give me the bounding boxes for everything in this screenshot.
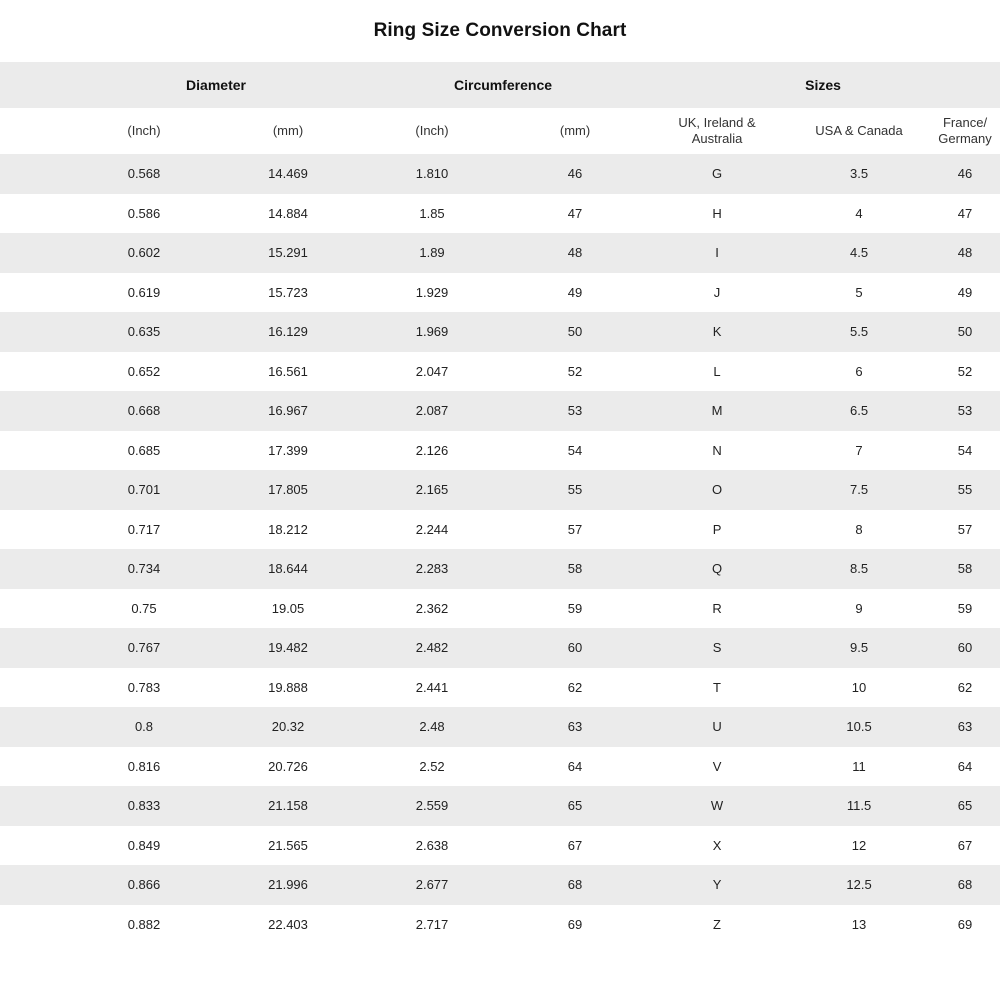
cell-circumference-inch: 2.126 bbox=[360, 431, 504, 471]
table-row bbox=[0, 865, 1000, 905]
cell-diameter-inch: 0.635 bbox=[72, 312, 216, 352]
cell-diameter-mm: 17.805 bbox=[216, 470, 360, 510]
cell-circumference-mm: 50 bbox=[504, 312, 646, 352]
cell-size-usa: 12.5 bbox=[788, 865, 930, 905]
cell-circumference-inch: 2.441 bbox=[360, 668, 504, 708]
cell-circumference-inch: 1.85 bbox=[360, 194, 504, 234]
cell-size-france-germany: 68 bbox=[930, 865, 1000, 905]
cell-diameter-mm: 19.482 bbox=[216, 628, 360, 668]
cell-diameter-mm: 22.403 bbox=[216, 905, 360, 945]
cell-size-france-germany: 53 bbox=[930, 391, 1000, 431]
cell-circumference-mm: 49 bbox=[504, 273, 646, 313]
cell-diameter-inch: 0.767 bbox=[72, 628, 216, 668]
cell-diameter-inch: 0.866 bbox=[72, 865, 216, 905]
page-title: Ring Size Conversion Chart bbox=[373, 20, 627, 41]
cell-circumference-mm: 55 bbox=[504, 470, 646, 510]
cell-diameter-inch: 0.833 bbox=[72, 786, 216, 826]
cell-size-uk: U bbox=[646, 707, 788, 747]
cell-diameter-mm: 17.399 bbox=[216, 431, 360, 471]
cell-circumference-mm: 65 bbox=[504, 786, 646, 826]
cell-diameter-mm: 21.996 bbox=[216, 865, 360, 905]
cell-diameter-inch: 0.734 bbox=[72, 549, 216, 589]
table-row bbox=[0, 628, 1000, 668]
cell-size-france-germany: 57 bbox=[930, 510, 1000, 550]
row-spacer-left bbox=[0, 391, 72, 431]
cell-circumference-inch: 2.283 bbox=[360, 549, 504, 589]
cell-size-usa: 7 bbox=[788, 431, 930, 471]
cell-size-usa: 4.5 bbox=[788, 233, 930, 273]
cell-size-uk: N bbox=[646, 431, 788, 471]
cell-diameter-mm: 19.05 bbox=[216, 589, 360, 629]
sub-header-uk-ireland-australia: UK, Ireland & Australia bbox=[646, 108, 788, 154]
cell-size-usa: 8.5 bbox=[788, 549, 930, 589]
row-spacer-left bbox=[0, 273, 72, 313]
cell-size-usa: 3.5 bbox=[788, 154, 930, 194]
row-spacer-left bbox=[0, 707, 72, 747]
sub-header-diameter-inch: (Inch) bbox=[72, 108, 216, 154]
ring-size-table bbox=[0, 62, 1000, 944]
cell-size-uk: Y bbox=[646, 865, 788, 905]
cell-diameter-inch: 0.685 bbox=[72, 431, 216, 471]
row-spacer-left bbox=[0, 628, 72, 668]
cell-diameter-mm: 18.212 bbox=[216, 510, 360, 550]
cell-diameter-inch: 0.701 bbox=[72, 470, 216, 510]
row-spacer-left bbox=[0, 589, 72, 629]
row-spacer-left bbox=[0, 431, 72, 471]
cell-circumference-mm: 48 bbox=[504, 233, 646, 273]
cell-size-uk: Q bbox=[646, 549, 788, 589]
cell-size-usa: 5.5 bbox=[788, 312, 930, 352]
cell-size-uk: L bbox=[646, 352, 788, 392]
cell-size-uk: V bbox=[646, 747, 788, 787]
cell-size-usa: 11 bbox=[788, 747, 930, 787]
cell-size-france-germany: 49 bbox=[930, 273, 1000, 313]
table-row bbox=[0, 431, 1000, 471]
table-row bbox=[0, 826, 1000, 866]
cell-size-usa: 13 bbox=[788, 905, 930, 945]
row-spacer-left bbox=[0, 154, 72, 194]
cell-circumference-inch: 1.969 bbox=[360, 312, 504, 352]
cell-circumference-mm: 59 bbox=[504, 589, 646, 629]
cell-size-france-germany: 50 bbox=[930, 312, 1000, 352]
sub-header-france-germany: France/ Germany bbox=[930, 108, 1000, 154]
cell-diameter-inch: 0.586 bbox=[72, 194, 216, 234]
table-row bbox=[0, 194, 1000, 234]
cell-circumference-inch: 2.48 bbox=[360, 707, 504, 747]
row-spacer-left bbox=[0, 194, 72, 234]
cell-size-usa: 9 bbox=[788, 589, 930, 629]
cell-circumference-inch: 2.677 bbox=[360, 865, 504, 905]
cell-circumference-inch: 2.638 bbox=[360, 826, 504, 866]
cell-size-france-germany: 59 bbox=[930, 589, 1000, 629]
cell-diameter-inch: 0.75 bbox=[72, 589, 216, 629]
cell-size-france-germany: 54 bbox=[930, 431, 1000, 471]
cell-diameter-inch: 0.619 bbox=[72, 273, 216, 313]
cell-size-usa: 6 bbox=[788, 352, 930, 392]
cell-circumference-inch: 2.087 bbox=[360, 391, 504, 431]
table-sub-header-row bbox=[0, 108, 1000, 154]
cell-size-usa: 11.5 bbox=[788, 786, 930, 826]
cell-size-usa: 10 bbox=[788, 668, 930, 708]
row-spacer-left bbox=[0, 747, 72, 787]
cell-size-uk: K bbox=[646, 312, 788, 352]
row-spacer-left bbox=[0, 510, 72, 550]
cell-size-france-germany: 55 bbox=[930, 470, 1000, 510]
cell-circumference-inch: 2.362 bbox=[360, 589, 504, 629]
cell-circumference-inch: 2.52 bbox=[360, 747, 504, 787]
cell-size-uk: R bbox=[646, 589, 788, 629]
cell-size-usa: 10.5 bbox=[788, 707, 930, 747]
cell-circumference-mm: 60 bbox=[504, 628, 646, 668]
cell-size-uk: I bbox=[646, 233, 788, 273]
cell-size-usa: 8 bbox=[788, 510, 930, 550]
cell-size-france-germany: 65 bbox=[930, 786, 1000, 826]
cell-size-usa: 7.5 bbox=[788, 470, 930, 510]
row-spacer-left bbox=[0, 826, 72, 866]
table-body bbox=[0, 62, 1000, 944]
cell-size-france-germany: 67 bbox=[930, 826, 1000, 866]
cell-size-uk: S bbox=[646, 628, 788, 668]
row-spacer-left bbox=[0, 233, 72, 273]
cell-size-france-germany: 58 bbox=[930, 549, 1000, 589]
cell-circumference-mm: 64 bbox=[504, 747, 646, 787]
cell-circumference-mm: 54 bbox=[504, 431, 646, 471]
cell-size-france-germany: 47 bbox=[930, 194, 1000, 234]
row-spacer-left bbox=[0, 352, 72, 392]
table-row bbox=[0, 352, 1000, 392]
cell-circumference-mm: 67 bbox=[504, 826, 646, 866]
cell-diameter-inch: 0.882 bbox=[72, 905, 216, 945]
cell-circumference-inch: 2.717 bbox=[360, 905, 504, 945]
cell-circumference-inch: 1.929 bbox=[360, 273, 504, 313]
sub-header-circumference-inch: (Inch) bbox=[360, 108, 504, 154]
cell-circumference-inch: 2.047 bbox=[360, 352, 504, 392]
table-row bbox=[0, 905, 1000, 945]
cell-diameter-mm: 19.888 bbox=[216, 668, 360, 708]
cell-diameter-mm: 15.723 bbox=[216, 273, 360, 313]
cell-diameter-inch: 0.816 bbox=[72, 747, 216, 787]
cell-circumference-inch: 2.244 bbox=[360, 510, 504, 550]
cell-size-uk: P bbox=[646, 510, 788, 550]
cell-diameter-inch: 0.783 bbox=[72, 668, 216, 708]
table-row bbox=[0, 233, 1000, 273]
cell-size-france-germany: 60 bbox=[930, 628, 1000, 668]
cell-diameter-inch: 0.8 bbox=[72, 707, 216, 747]
cell-size-uk: J bbox=[646, 273, 788, 313]
cell-diameter-mm: 18.644 bbox=[216, 549, 360, 589]
table-row bbox=[0, 549, 1000, 589]
cell-size-usa: 12 bbox=[788, 826, 930, 866]
cell-circumference-mm: 57 bbox=[504, 510, 646, 550]
cell-diameter-mm: 16.561 bbox=[216, 352, 360, 392]
cell-circumference-mm: 63 bbox=[504, 707, 646, 747]
table-row bbox=[0, 668, 1000, 708]
row-spacer-left bbox=[0, 312, 72, 352]
cell-size-usa: 6.5 bbox=[788, 391, 930, 431]
row-spacer-left bbox=[0, 905, 72, 945]
cell-circumference-inch: 2.482 bbox=[360, 628, 504, 668]
group-header-spacer-left bbox=[0, 62, 72, 108]
sub-header-usa-canada: USA & Canada bbox=[788, 108, 930, 154]
cell-size-uk: H bbox=[646, 194, 788, 234]
cell-size-uk: Z bbox=[646, 905, 788, 945]
cell-size-uk: W bbox=[646, 786, 788, 826]
cell-size-france-germany: 48 bbox=[930, 233, 1000, 273]
cell-circumference-mm: 68 bbox=[504, 865, 646, 905]
sub-header-diameter-mm: (mm) bbox=[216, 108, 360, 154]
table-row bbox=[0, 589, 1000, 629]
cell-circumference-mm: 52 bbox=[504, 352, 646, 392]
table-row bbox=[0, 391, 1000, 431]
row-spacer-left bbox=[0, 549, 72, 589]
cell-circumference-inch: 2.165 bbox=[360, 470, 504, 510]
table-row bbox=[0, 470, 1000, 510]
cell-circumference-mm: 69 bbox=[504, 905, 646, 945]
table-group-header-row bbox=[0, 62, 1000, 108]
row-spacer-left bbox=[0, 786, 72, 826]
cell-diameter-mm: 15.291 bbox=[216, 233, 360, 273]
row-spacer-left bbox=[0, 865, 72, 905]
cell-diameter-mm: 21.565 bbox=[216, 826, 360, 866]
cell-size-uk: G bbox=[646, 154, 788, 194]
cell-diameter-mm: 16.129 bbox=[216, 312, 360, 352]
cell-circumference-inch: 1.89 bbox=[360, 233, 504, 273]
cell-circumference-mm: 47 bbox=[504, 194, 646, 234]
cell-size-uk: M bbox=[646, 391, 788, 431]
table-row bbox=[0, 747, 1000, 787]
table-row bbox=[0, 312, 1000, 352]
cell-size-usa: 9.5 bbox=[788, 628, 930, 668]
table-row bbox=[0, 273, 1000, 313]
cell-diameter-inch: 0.568 bbox=[72, 154, 216, 194]
cell-circumference-inch: 1.810 bbox=[360, 154, 504, 194]
table-row bbox=[0, 707, 1000, 747]
group-header-diameter: Diameter bbox=[72, 62, 360, 108]
cell-diameter-inch: 0.602 bbox=[72, 233, 216, 273]
cell-size-usa: 5 bbox=[788, 273, 930, 313]
cell-size-uk: O bbox=[646, 470, 788, 510]
cell-diameter-mm: 20.726 bbox=[216, 747, 360, 787]
cell-diameter-inch: 0.652 bbox=[72, 352, 216, 392]
table-row bbox=[0, 786, 1000, 826]
cell-circumference-mm: 53 bbox=[504, 391, 646, 431]
cell-circumference-mm: 62 bbox=[504, 668, 646, 708]
cell-size-uk: T bbox=[646, 668, 788, 708]
table-row bbox=[0, 510, 1000, 550]
cell-circumference-mm: 58 bbox=[504, 549, 646, 589]
table-row bbox=[0, 154, 1000, 194]
group-header-sizes: Sizes bbox=[646, 62, 1000, 108]
group-header-circumference: Circumference bbox=[360, 62, 646, 108]
cell-size-france-germany: 46 bbox=[930, 154, 1000, 194]
cell-diameter-mm: 20.32 bbox=[216, 707, 360, 747]
cell-circumference-inch: 2.559 bbox=[360, 786, 504, 826]
cell-size-france-germany: 62 bbox=[930, 668, 1000, 708]
cell-diameter-mm: 16.967 bbox=[216, 391, 360, 431]
cell-diameter-inch: 0.668 bbox=[72, 391, 216, 431]
cell-size-usa: 4 bbox=[788, 194, 930, 234]
cell-diameter-mm: 21.158 bbox=[216, 786, 360, 826]
row-spacer-left bbox=[0, 470, 72, 510]
cell-diameter-mm: 14.884 bbox=[216, 194, 360, 234]
sub-header-circumference-mm: (mm) bbox=[504, 108, 646, 154]
row-spacer-left bbox=[0, 668, 72, 708]
cell-size-france-germany: 64 bbox=[930, 747, 1000, 787]
cell-circumference-mm: 46 bbox=[504, 154, 646, 194]
cell-diameter-inch: 0.717 bbox=[72, 510, 216, 550]
cell-diameter-inch: 0.849 bbox=[72, 826, 216, 866]
cell-diameter-mm: 14.469 bbox=[216, 154, 360, 194]
cell-size-uk: X bbox=[646, 826, 788, 866]
cell-size-france-germany: 69 bbox=[930, 905, 1000, 945]
cell-size-france-germany: 52 bbox=[930, 352, 1000, 392]
sub-header-spacer-left bbox=[0, 108, 72, 154]
cell-size-france-germany: 63 bbox=[930, 707, 1000, 747]
